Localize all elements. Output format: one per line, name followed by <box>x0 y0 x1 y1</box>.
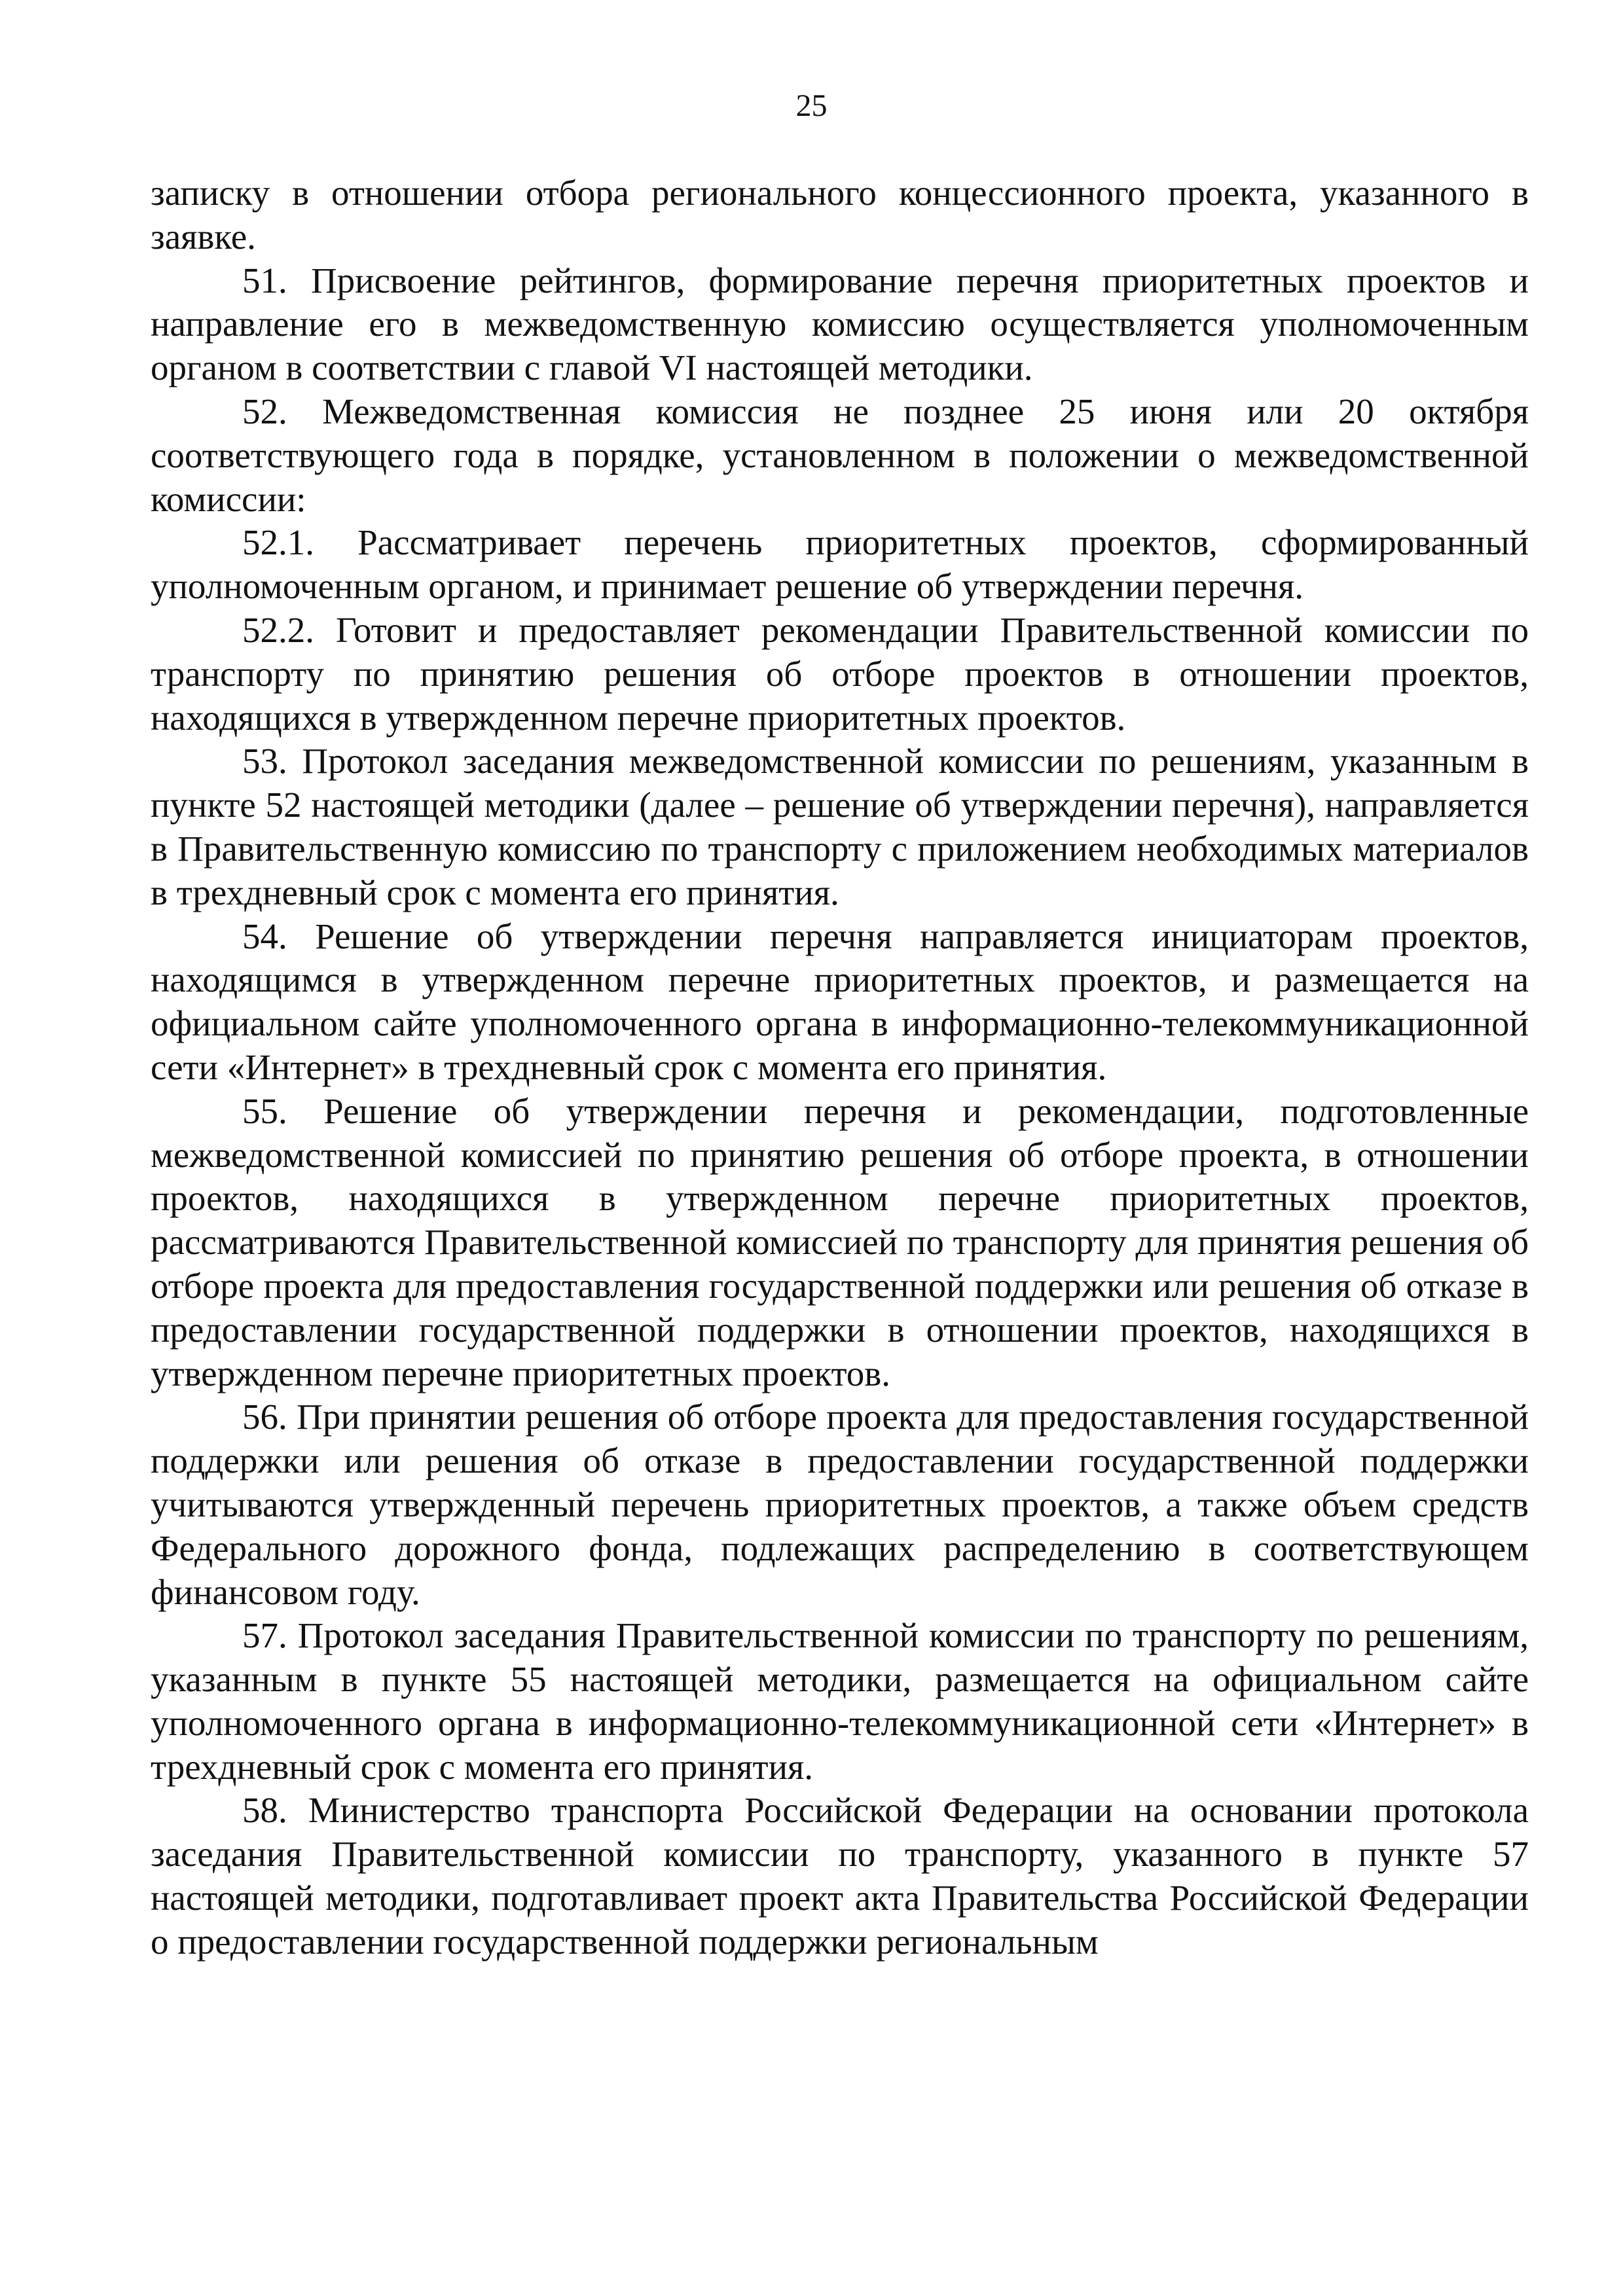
paragraph-52: 52. Межведомственная комиссия не позднее 25 июня или 20 октября соответствующего года в порядке, установленном в положении о межведомственной комиссии: <box>151 391 1529 519</box>
paragraph-56: 56. При принятии решения об отборе проекта для предоставления государственной поддержки или решения об отказе в предоставлении государственной поддержки учитываются утвержденный перечень приоритетных проектов, а также объем средств Федерального дорожного фонда, подлежащих распределению в соответствующем финансовом году. <box>151 1397 1529 1612</box>
paragraph-54: 54. Решение об утверждении перечня направляется инициаторам проектов, находящимся в утвержденном перечне приоритетных проектов, и размещается на официальном сайте уполномоченного органа в информационно-телекоммуникационной сети «Интернет» в трехдневный срок с момента его принятия. <box>151 916 1529 1087</box>
paragraph-52-2: 52.2. Готовит и предоставляет рекомендации Правительственной комиссии по транспорту по принятию решения об отборе проектов в отношении проектов, находящихся в утвержденном перечне приоритетных проектов. <box>151 609 1529 738</box>
paragraph-continuation: записку в отношении отбора регионального концессионного проекта, указанного в заявке. <box>151 173 1529 257</box>
document-body <box>151 171 1529 1964</box>
paragraph-58: 58. Министерство транспорта Российской Федерации на основании протокола заседания Правительственной комиссии по транспорту, указанного в пункте 57 настоящей методики, подготавливает проект акта Правительства Российской Федерации о предоставлении государственной поддержки региональным <box>151 1790 1529 1962</box>
paragraph-52-1: 52.1. Рассматривает перечень приоритетных проектов, сформированный уполномоченным органом, и принимает решение об утверждении перечня. <box>151 522 1529 607</box>
paragraph-57: 57. Протокол заседания Правительственной комиссии по транспорту по решениям, указанным в пункте 55 настоящей методики, размещается на официальном сайте уполномоченного органа в информационно-телекоммуникационной сети «Интернет» в трехдневный срок с момента его принятия. <box>151 1615 1529 1787</box>
paragraph-51: 51. Присвоение рейтингов, формирование перечня приоритетных проектов и направление его в межведомственную комиссию осуществляется уполномоченным органом в соответствии с главой VI настоящей методики. <box>151 260 1529 388</box>
page-number: 25 <box>795 88 828 123</box>
paragraph-55: 55. Решение об утверждении перечня и рекомендации, подготовленные межведомственной комиссией по принятию решения об отборе проекта, в отношении проектов, находящихся в утвержденном перечне приоритетных проектов, рассматриваются Правительственной комиссией по транспорту для принятия решения об отборе проекта для предоставления государственной поддержки или решения об отказе в предоставлении государственной поддержки в отношении проектов, находящихся в утвержденном перечне приоритетных проектов. <box>151 1090 1529 1393</box>
paragraph-53: 53. Протокол заседания межведомственной комиссии по решениям, указанным в пункте 52 настоящей методики (далее – решение об утверждении перечня), направляется в Правительственную комиссию по транспорту с приложением необходимых материалов в трехдневный срок с момента его принятия. <box>151 741 1529 912</box>
